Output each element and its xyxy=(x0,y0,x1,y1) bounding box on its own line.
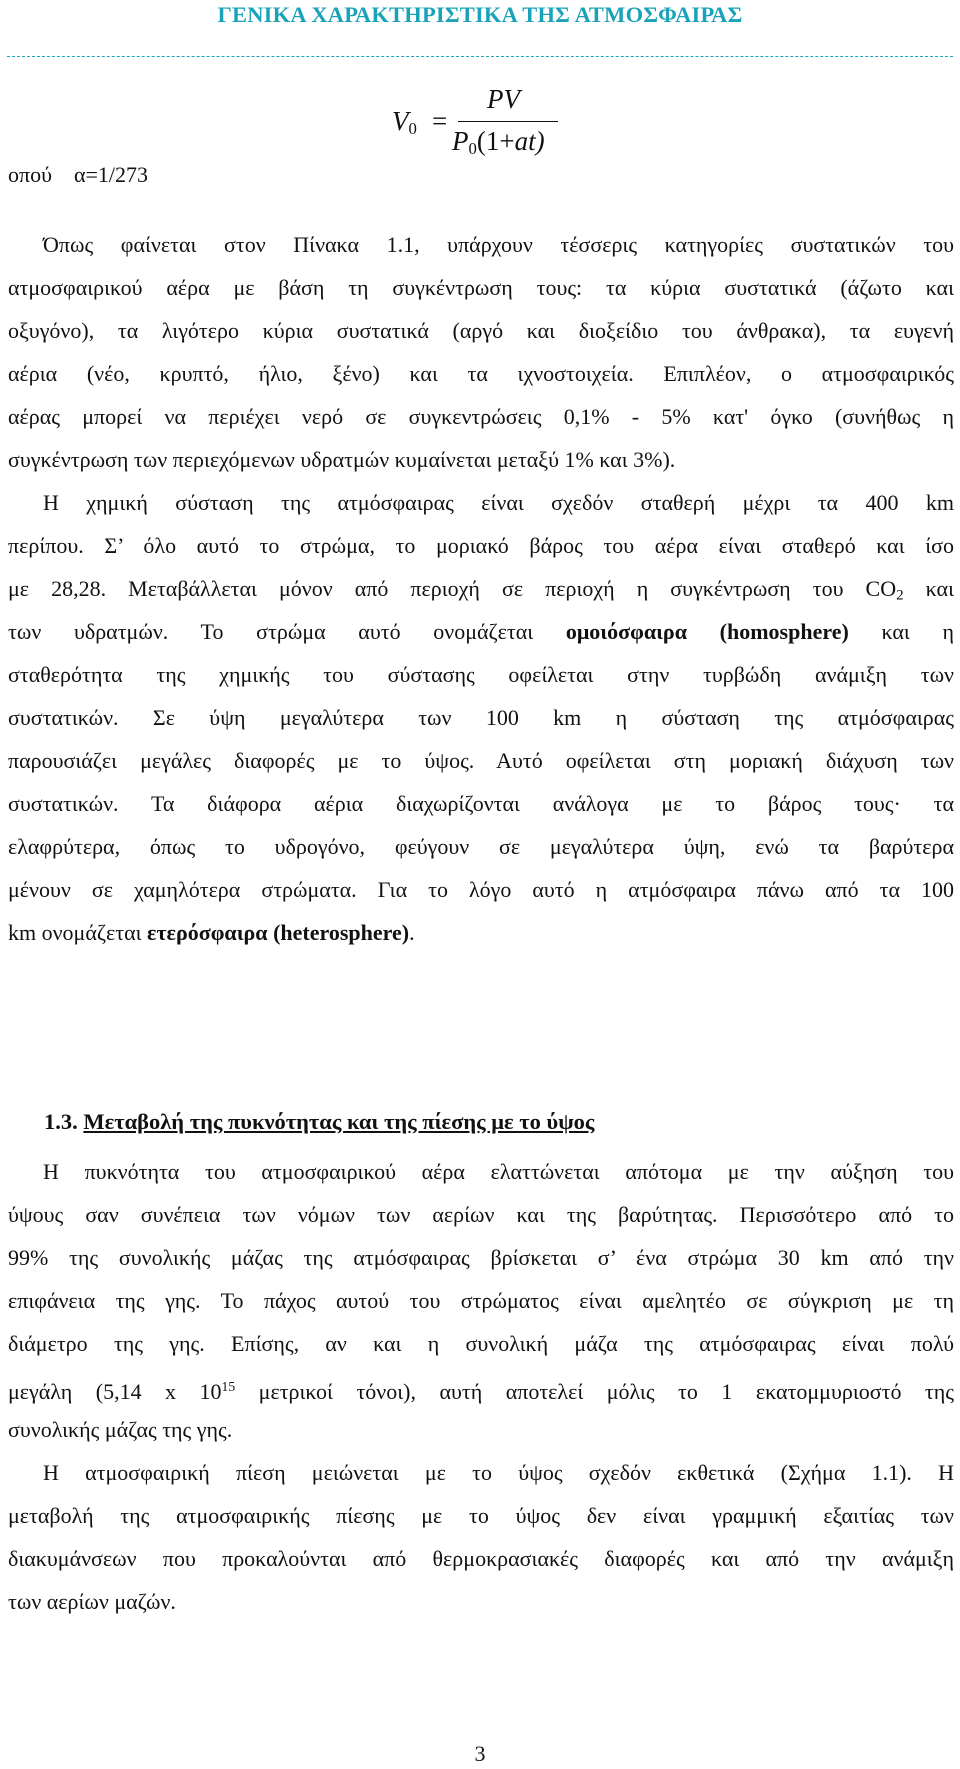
paragraph-4-line: Η ατμοσφαιρική πίεση μειώνεται με το ύψος σχεδόν εκθετικά (Σχήμα 1.1). Η xyxy=(43,1460,954,1485)
alpha-definition: οπού α=1/273 xyxy=(8,162,149,187)
homosphere-term: ομοιόσφαιρα (homosphere) xyxy=(565,619,849,644)
paragraph-2-line: ελαφρύτερα, όπως το υδρογόνο, φεύγουν σε μεγαλύτερα ύψη, ενώ τα βαρύτερα xyxy=(8,834,954,859)
section-number: 1.3. xyxy=(44,1109,78,1134)
paragraph-1-line: Όπως φαίνεται στον Πίνακα 1.1, υπάρχουν τέσσερις κατηγορίες συστατικών του xyxy=(43,232,954,257)
paragraph-2-line: Η χημική σύσταση της ατμόσφαιρας είναι σχεδόν σταθερή μέχρι τα 400 km xyxy=(43,490,954,515)
section-title: Μεταβολή της πυκνότητας και της πίεσης με το ύψος xyxy=(83,1109,595,1134)
paragraph-3-line: διάμετρο της γης. Επίσης, αν και η συνολική μάζα της ατμόσφαιρας είναι πολύ xyxy=(8,1331,954,1356)
paragraph-3-line: μεγάλη (5,14 x $10^{15}$ μετρικοί τόνοι), αυτή αποτελεί μόλις το 1 εκατομμυριοστό της xyxy=(8,1379,954,1405)
paragraph-2-line: km ονομάζεται ετερόσφαιρα (heterosphere). xyxy=(8,920,415,945)
paragraph-1-line: οξυγόνο), τα λιγότερο κύρια συστατικά (αργό και διοξείδιο του άνθρακα), τα ευγενή xyxy=(8,318,954,343)
formula-lhs: $V_0$ xyxy=(392,106,417,139)
paragraph-1-line: συγκέντρωση των περιεχόμενων υδρατμών κυμαίνεται μεταξύ 1% και 3%). xyxy=(8,447,676,472)
paragraph-3-line: επιφάνεια της γης. Το πάχος αυτού του στρώματος είναι αμελητέο σε σύγκριση με τη xyxy=(8,1288,954,1313)
paragraph-2-line: συστατικών. Τα διάφορα αέρια διαχωρίζονται ανάλογα με το βάρος τους· τα xyxy=(8,791,954,816)
page-number: 3 xyxy=(474,1741,486,1766)
paragraph-1-line: αέρας μπορεί να περιέχει νερό σε συγκεντρώσεις 0,1% - 5% κατ' όγκο (συνήθως η xyxy=(8,404,954,429)
formula-numerator: PV xyxy=(487,84,520,114)
paragraph-3-line: 99% της συνολικής μάζας της ατμόσφαιρας βρίσκεται σ’ ένα στρώμα 30 km από την xyxy=(8,1245,954,1270)
header-divider xyxy=(7,56,953,57)
paragraph-2-line: μένουν σε χαμηλότερα στρώματα. Για το λόγο αυτό η ατμόσφαιρα πάνω από τα 100 xyxy=(8,877,954,902)
paragraph-2-line: παρουσιάζει μεγάλες διαφορές με το ύψος. Αυτό οφείλεται στη μοριακή διάχυση των xyxy=(8,748,954,773)
paragraph-3-line: ύψους σαν συνέπεια των νόμων των αερίων και της βαρύτητας. Περισσότερο από το xyxy=(8,1202,954,1227)
section-heading xyxy=(44,1107,594,1137)
paragraph-2-line: σταθερότητα της χημικής του σύστασης οφείλεται στην τυρβώδη ανάμιξη των xyxy=(8,662,954,687)
paragraph-4-line: διακυμάνσεων που προκαλούνται από θερμοκρασιακές διαφορές και από την ανάμιξη xyxy=(8,1546,954,1571)
paragraph-3-line: Η πυκνότητα του ατμοσφαιρικού αέρα ελαττώνεται απότομα με την αύξηση του xyxy=(43,1159,954,1184)
running-header: ΓΕΝΙΚΑ ΧΑΡΑΚΤΗΡΙΣΤΙΚΑ ΤΗΣ ΑΤΜΟΣΦΑΙΡΑΣ xyxy=(217,2,743,27)
gas-volume-formula xyxy=(392,84,632,160)
fraction-bar xyxy=(458,121,558,122)
paragraph-3-line: συνολικής μάζας της γης. xyxy=(8,1417,233,1442)
paragraph-1-line: ατμοσφαιρικού αέρα με βάση τη συγκέντρωση τους: τα κύρια συστατικά (άζωτο και xyxy=(8,275,954,300)
paragraph-2-line: συστατικών. Σε ύψη μεγαλύτερα των 100 km η σύσταση της ατμόσφαιρας xyxy=(8,705,954,730)
paragraph-4-line: μεταβολή της ατμοσφαιρικής πίεσης με το ύψος δεν είναι γραμμική εξαιτίας των xyxy=(8,1503,954,1528)
paragraph-4-line: των αερίων μαζών. xyxy=(8,1589,176,1614)
heterosphere-term: ετερόσφαιρα (heterosphere) xyxy=(147,920,410,945)
paragraph-2-line: των υδρατμών. Το στρώμα αυτό ονομάζεται ομοιόσφαιρα (homosphere) και η xyxy=(8,619,954,644)
paragraph-2-line: με 28,28. Μεταβάλλεται μόνον από περιοχή σε περιοχή η συγκέντρωση του CO2 και xyxy=(8,576,954,604)
formula-equals: = xyxy=(432,106,448,136)
paragraph-1-line: αέρια (νέο, κρυπτό, ήλιο, ξένο) και τα ιχνοστοιχεία. Επιπλέον, ο ατμοσφαιρικός xyxy=(8,361,954,386)
formula-denominator: $P_0(1+at)$ xyxy=(452,126,545,159)
paragraph-2-line: περίπου. Σ’ όλο αυτό το στρώμα, το μοριακό βάρος του αέρα είναι σταθερό και ίσο xyxy=(8,533,954,558)
